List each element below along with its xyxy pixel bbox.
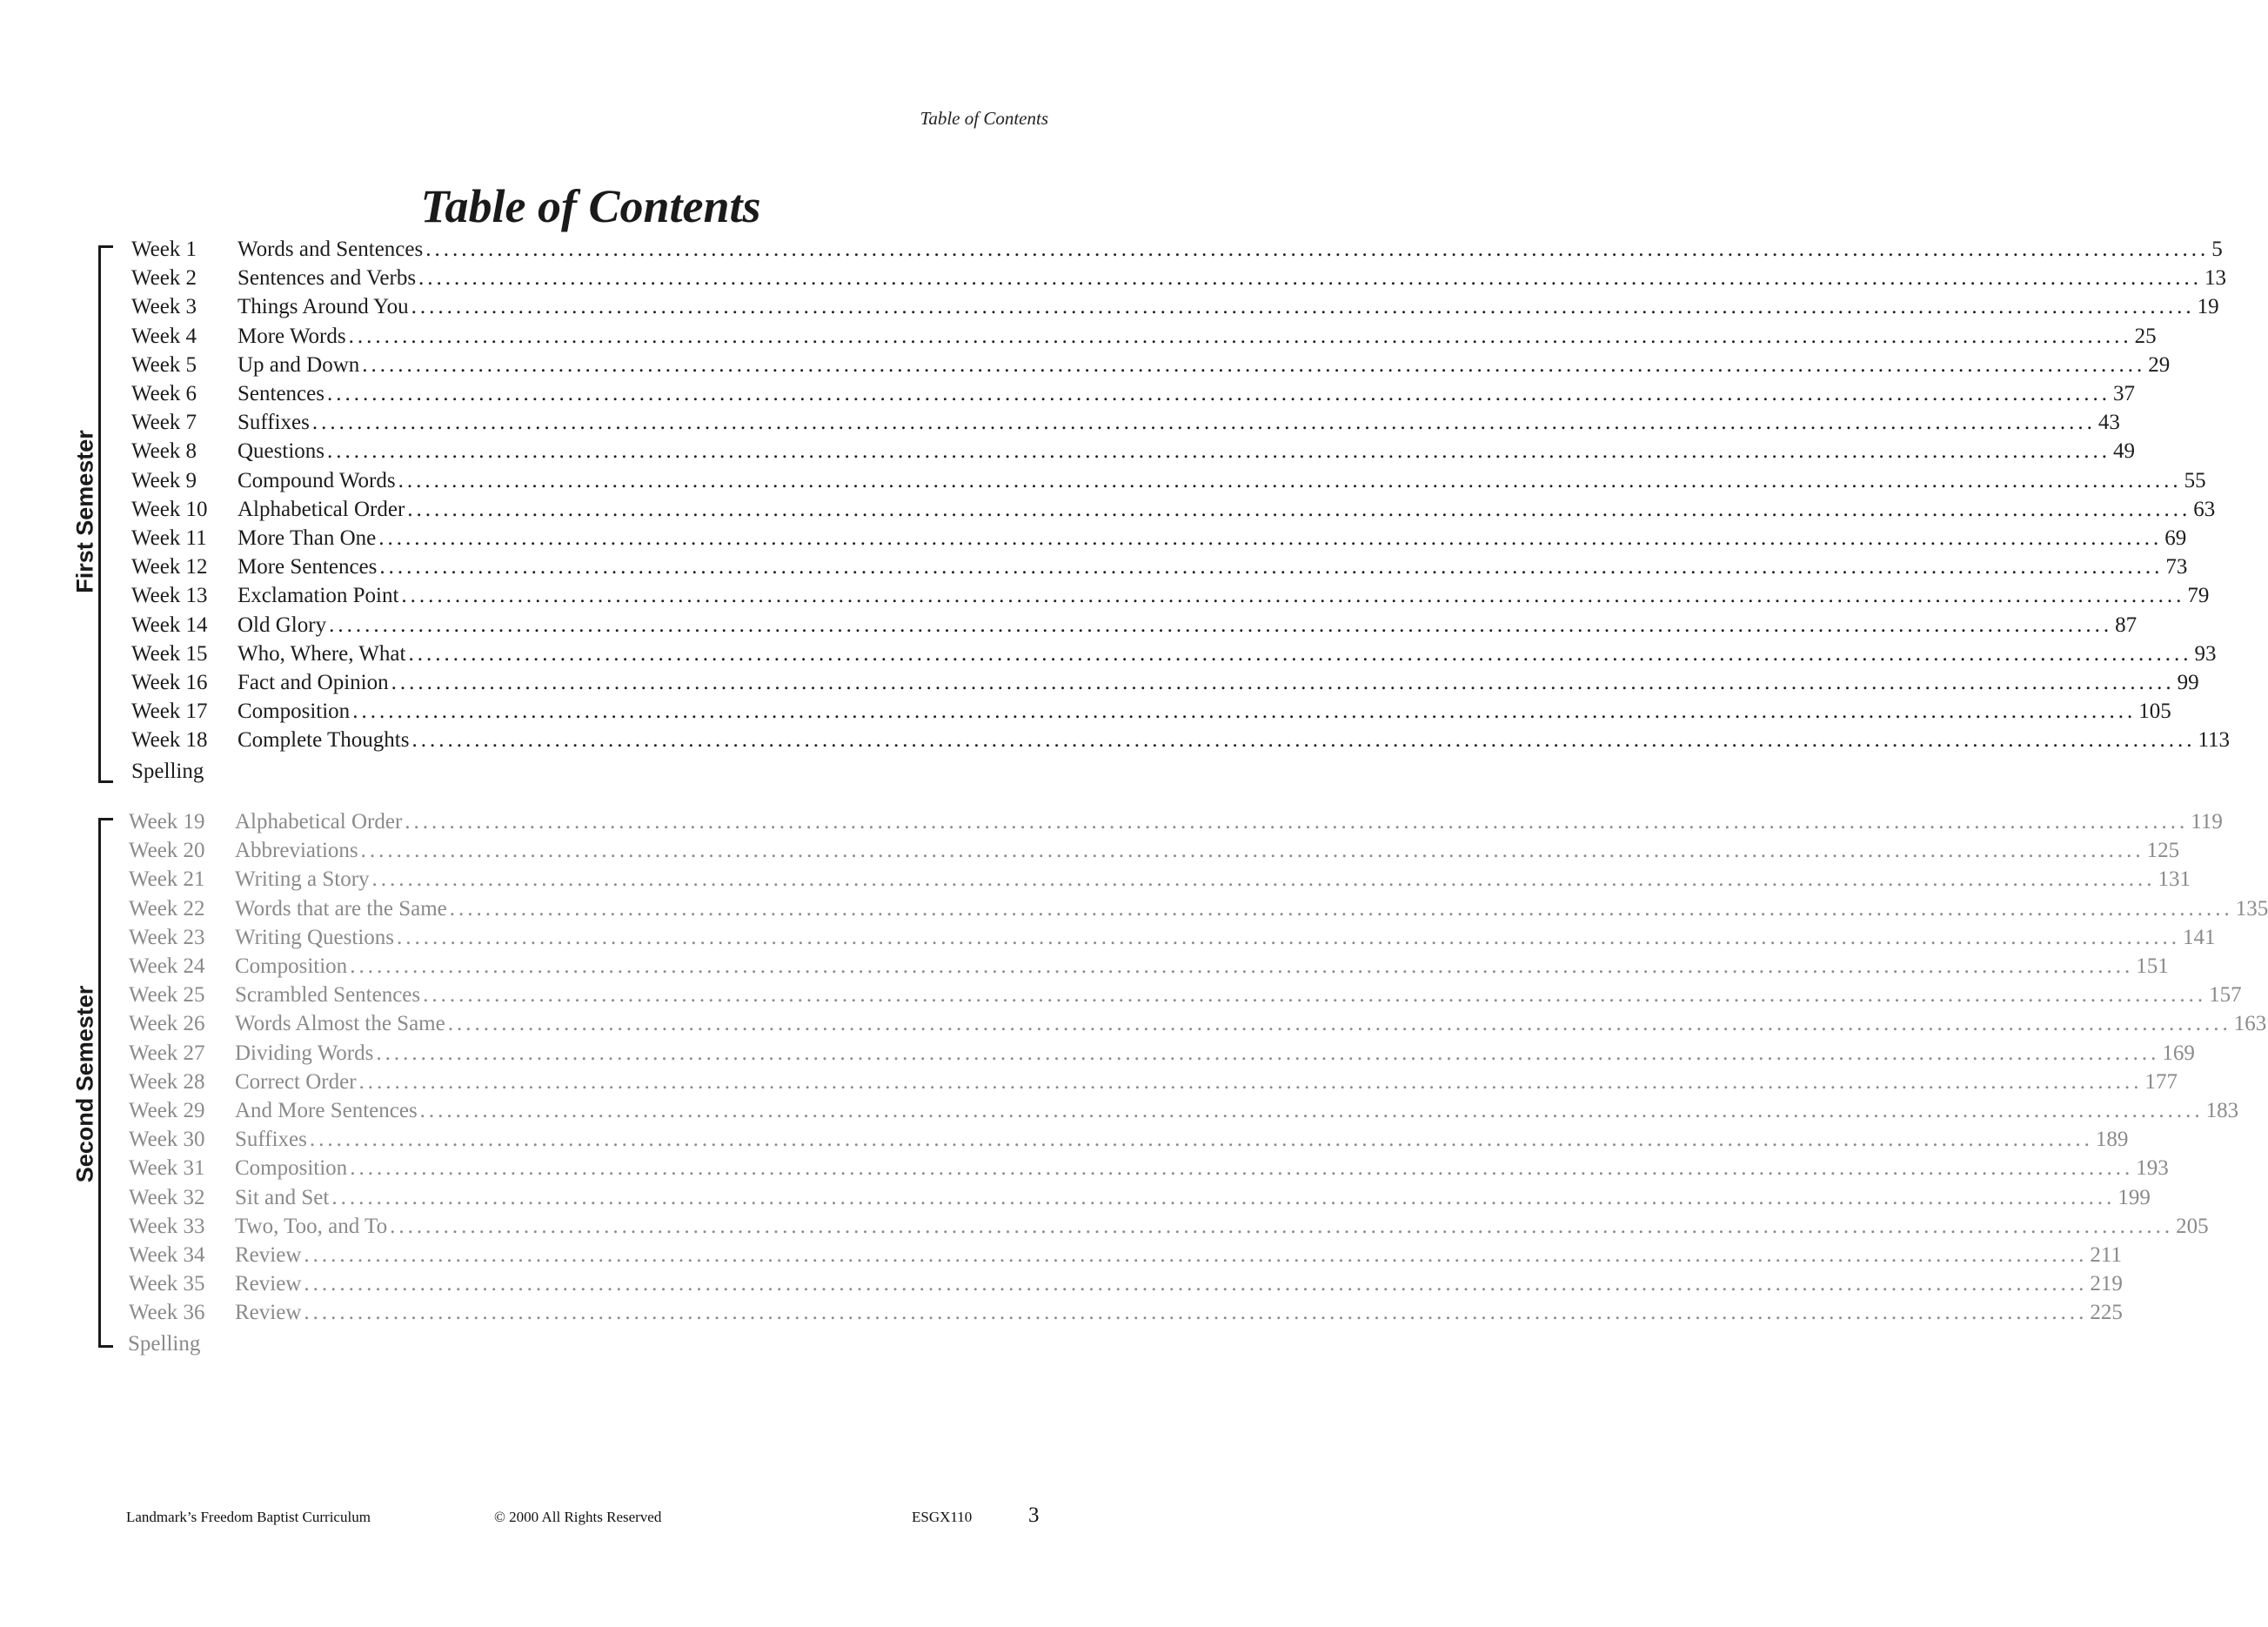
toc-week: Week 15	[131, 641, 208, 666]
toc-page: 119	[2191, 810, 2223, 834]
toc-leader: ........................................................................................................................................................................................................	[350, 1156, 2134, 1181]
toc-title: More Sentences	[238, 555, 378, 579]
toc-page: 177	[2144, 1069, 2178, 1094]
toc-leader: ........................................................................................................................................................................................................	[379, 555, 2164, 579]
toc-title: Up and Down	[238, 352, 360, 377]
toc-title: Words and Sentences	[238, 238, 424, 261]
toc-week: Week 36	[129, 1301, 205, 1325]
toc-week: Week 9	[131, 468, 197, 492]
toc-row	[0, 322, 2157, 351]
footer-copyright: © 2000 All Rights Reserved	[494, 1509, 662, 1525]
toc-leader: ........................................................................................................................................................................................................	[447, 1012, 2231, 1036]
toc-page: 189	[2095, 1128, 2129, 1152]
toc-row	[0, 1096, 2239, 1125]
toc-leader: ........................................................................................................................................................................................................	[419, 1099, 2204, 1122]
second-semester-spelling: Spelling	[128, 1331, 201, 1356]
toc-page: 141	[2183, 925, 2216, 949]
toc-week: Week 4	[131, 324, 197, 348]
toc-week: Week 1	[131, 238, 197, 261]
toc-title: Old Glory	[238, 613, 327, 637]
toc-leader: ........................................................................................................................................................................................................	[329, 613, 2113, 637]
toc-leader: ........................................................................................................................................................................................................	[378, 526, 2163, 550]
toc-leader: ........................................................................................................................................................................................................	[309, 1128, 2093, 1152]
footer-code: ESGX110	[912, 1509, 973, 1525]
toc-leader: ........................................................................................................................................................................................................	[425, 238, 2210, 261]
toc-title: Scrambled Sentences	[235, 983, 421, 1008]
toc-leader: ........................................................................................................................................................................................................	[304, 1272, 2088, 1296]
toc-row	[0, 1125, 2129, 1154]
toc-page: 193	[2136, 1156, 2169, 1181]
toc-week: Week 30	[129, 1128, 205, 1152]
first-semester-spelling: Spelling	[131, 759, 204, 783]
toc-page: 93	[2194, 641, 2217, 666]
toc-row	[0, 1068, 2178, 1096]
toc-week: Week 7	[131, 411, 197, 435]
toc-week: Week 28	[129, 1069, 205, 1094]
toc-title: Sentences and Verbs	[238, 266, 417, 291]
toc-week: Week 21	[129, 867, 205, 892]
toc-title: Questions	[238, 439, 324, 464]
toc-row	[0, 524, 2187, 552]
toc-title: Composition	[235, 954, 348, 978]
toc-row	[0, 495, 2216, 524]
toc-page: 79	[2187, 584, 2210, 608]
toc-row	[0, 952, 2169, 981]
toc-page: 49	[2113, 439, 2135, 464]
toc-week: Week 12	[131, 555, 208, 579]
toc-title: Sit and Set	[235, 1185, 330, 1209]
toc-page: 131	[2158, 867, 2191, 892]
toc-title: Review	[235, 1243, 302, 1267]
toc-row	[0, 552, 2188, 581]
toc-leader: ........................................................................................................................................................................................................	[405, 810, 2189, 834]
toc-page: 87	[2115, 613, 2138, 637]
toc-page: 163	[2233, 1012, 2267, 1036]
toc-week: Week 26	[129, 1012, 205, 1036]
toc-page: 169	[2162, 1041, 2195, 1065]
toc-page: 205	[2176, 1214, 2209, 1238]
toc-title: Things Around You	[238, 295, 409, 319]
toc-page: 183	[2205, 1099, 2239, 1122]
toc-row	[0, 466, 2206, 495]
toc-row	[0, 437, 2135, 465]
toc-week: Week 32	[129, 1185, 205, 1209]
toc-leader: ........................................................................................................................................................................................................	[390, 1214, 2174, 1238]
toc-title: Review	[235, 1301, 302, 1325]
toc-page: 113	[2198, 728, 2231, 753]
toc-row	[0, 639, 2217, 668]
toc-week: Week 22	[129, 896, 205, 921]
toc-page: 157	[2209, 983, 2242, 1008]
toc-title: Writing a Story	[235, 867, 370, 892]
toc-page: 13	[2204, 266, 2227, 291]
toc-row	[0, 697, 2171, 726]
toc-leader: ........................................................................................................................................................................................................	[391, 671, 2175, 694]
toc-title: Composition	[238, 700, 351, 724]
toc-leader: ........................................................................................................................................................................................................	[331, 1185, 2116, 1209]
toc-leader: ........................................................................................................................................................................................................	[327, 439, 2111, 464]
toc-leader: ........................................................................................................................................................................................................	[398, 468, 2182, 492]
toc-title: Alphabetical Order	[238, 497, 405, 521]
second-semester-label: Second Semester	[71, 985, 98, 1183]
toc-row	[0, 1039, 2195, 1068]
running-header: Table of Contents	[920, 108, 1048, 129]
toc-row	[0, 726, 2231, 754]
toc-leader: ........................................................................................................................................................................................................	[350, 954, 2134, 978]
toc-leader: ........................................................................................................................................................................................................	[411, 295, 2195, 319]
toc-week: Week 10	[131, 497, 208, 521]
toc-week: Week 34	[129, 1243, 205, 1267]
toc-title: Who, Where, What	[238, 641, 406, 666]
toc-title: Words Almost the Same	[235, 1012, 445, 1036]
toc-title: Fact and Opinion	[238, 671, 389, 694]
toc-leader: ........................................................................................................................................................................................................	[311, 411, 2096, 435]
toc-title: Compound Words	[238, 468, 396, 492]
toc-page: 63	[2193, 497, 2216, 521]
toc-page: 135	[2235, 896, 2268, 921]
toc-leader: ........................................................................................................................................................................................................	[423, 983, 2207, 1008]
toc-page: 151	[2136, 954, 2169, 978]
toc-title: Suffixes	[235, 1128, 307, 1152]
toc-row	[0, 292, 2219, 321]
footer-publisher: Landmark’s Freedom Baptist Curriculum	[126, 1509, 371, 1525]
toc-title: Complete Thoughts	[238, 728, 410, 753]
toc-title: Dividing Words	[235, 1041, 374, 1065]
toc-leader: ........................................................................................................................................................................................................	[376, 1041, 2160, 1065]
toc-title: More Words	[238, 324, 346, 348]
toc-page: 25	[2134, 324, 2157, 348]
toc-page: 73	[2165, 555, 2188, 579]
toc-page: 29	[2148, 352, 2171, 377]
toc-leader: ........................................................................................................................................................................................................	[408, 641, 2192, 666]
toc-page: 5	[2211, 238, 2223, 261]
toc-row	[0, 581, 2210, 610]
toc-row	[0, 1298, 2123, 1327]
toc-page: 55	[2184, 468, 2206, 492]
toc-page: 125	[2146, 839, 2180, 863]
toc-week: Week 18	[131, 728, 208, 753]
toc-page: 37	[2112, 382, 2135, 405]
toc-title: Correct Order	[235, 1069, 357, 1094]
toc-week: Week 19	[129, 810, 205, 834]
toc-page: 199	[2117, 1185, 2151, 1209]
toc-row	[0, 1183, 2151, 1212]
toc-leader: ........................................................................................................................................................................................................	[411, 728, 2196, 753]
toc-row	[0, 1154, 2169, 1182]
toc-week: Week 14	[131, 613, 208, 637]
page-title: Table of Contents	[420, 180, 761, 232]
toc-leader: ........................................................................................................................................................................................................	[304, 1301, 2088, 1325]
toc-row	[0, 1009, 2267, 1038]
toc-leader: ........................................................................................................................................................................................................	[352, 700, 2137, 724]
toc-week: Week 6	[131, 382, 197, 405]
toc-leader: ........................................................................................................................................................................................................	[371, 867, 2156, 892]
toc-title: Sentences	[238, 382, 324, 405]
toc-leader: ........................................................................................................................................................................................................	[304, 1243, 2088, 1267]
toc-row	[0, 807, 2223, 836]
toc-leader: ........................................................................................................................................................................................................	[407, 497, 2191, 521]
toc-row	[0, 1269, 2123, 1298]
toc-week: Week 35	[129, 1272, 205, 1296]
toc-row	[0, 865, 2191, 894]
toc-leader: ........................................................................................................................................................................................................	[401, 584, 2185, 608]
toc-row	[0, 1212, 2209, 1241]
toc-leader: ........................................................................................................................................................................................................	[362, 352, 2146, 377]
toc-week: Week 24	[129, 954, 205, 978]
toc-week: Week 33	[129, 1214, 205, 1238]
toc-title: Composition	[235, 1156, 348, 1181]
toc-week: Week 3	[131, 295, 197, 319]
toc-week: Week 16	[131, 671, 208, 694]
toc-row	[0, 264, 2227, 292]
toc-week: Week 20	[129, 839, 205, 863]
toc-page: 19	[2197, 295, 2219, 319]
toc-leader: ........................................................................................................................................................................................................	[348, 324, 2132, 348]
toc-week: Week 13	[131, 584, 208, 608]
toc-week: Week 2	[131, 266, 197, 291]
toc-row	[0, 981, 2242, 1009]
toc-row	[0, 894, 2268, 923]
toc-row	[0, 611, 2138, 639]
toc-week: Week 25	[129, 983, 205, 1008]
toc-leader: ........................................................................................................................................................................................................	[358, 1069, 2143, 1094]
toc-row	[0, 379, 2135, 408]
toc-week: Week 27	[129, 1041, 205, 1065]
toc-row	[0, 836, 2180, 865]
toc-title: Abbreviations	[235, 839, 358, 863]
toc-title: Alphabetical Order	[235, 810, 403, 834]
toc-page: 69	[2164, 526, 2187, 550]
toc-page: 99	[2177, 671, 2199, 694]
toc-page: 219	[2090, 1272, 2123, 1296]
toc-title: And More Sentences	[235, 1099, 418, 1122]
toc-week: Week 31	[129, 1156, 205, 1181]
toc-week: Week 11	[131, 526, 207, 550]
toc-title: Review	[235, 1272, 302, 1296]
footer-page-number: 3	[1028, 1503, 1040, 1527]
toc-row	[0, 668, 2199, 697]
toc-row	[0, 1241, 2122, 1269]
toc-title: Words that are the Same	[235, 896, 447, 921]
toc-row	[0, 351, 2171, 379]
toc-row	[0, 235, 2223, 264]
toc-row	[0, 923, 2216, 952]
first-semester-label: First Semester	[71, 430, 98, 593]
toc-week: Week 29	[129, 1099, 205, 1122]
toc-title: Two, Too, and To	[235, 1214, 388, 1238]
toc-leader: ........................................................................................................................................................................................................	[418, 266, 2203, 291]
toc-week: Week 8	[131, 439, 197, 464]
toc-title: Writing Questions	[235, 925, 395, 949]
toc-week: Week 17	[131, 700, 208, 724]
toc-leader: ........................................................................................................................................................................................................	[360, 839, 2144, 863]
toc-week: Week 5	[131, 352, 197, 377]
toc-page: 43	[2097, 411, 2120, 435]
toc-leader: ........................................................................................................................................................................................................	[326, 382, 2111, 405]
toc-week: Week 23	[129, 925, 205, 949]
toc-page: 211	[2090, 1243, 2122, 1267]
toc-row	[0, 408, 2120, 437]
toc-leader: ........................................................................................................................................................................................................	[449, 896, 2233, 921]
toc-title: More Than One	[238, 526, 377, 550]
toc-page: 225	[2090, 1301, 2123, 1325]
toc-page: 105	[2138, 700, 2171, 724]
toc-title: Exclamation Point	[238, 584, 399, 608]
toc-title: Suffixes	[238, 411, 310, 435]
toc-leader: ........................................................................................................................................................................................................	[397, 925, 2181, 949]
